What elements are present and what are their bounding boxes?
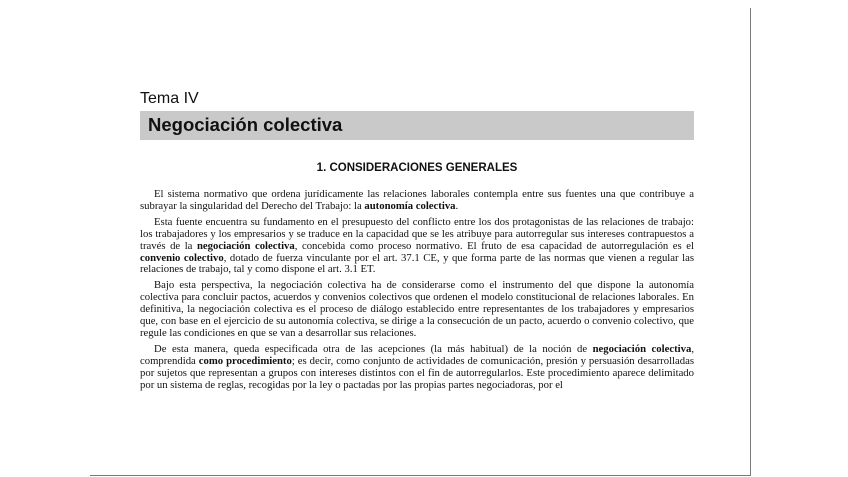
paragraph-1-text-1: El sistema normativo que ordena jurídicamente las relaciones laborales contempla entre sus fuentes una que contribuye a subrayar la singularidad del Derecho del Trabajo: la bbox=[140, 188, 694, 212]
paragraph-4-text-1: De esta manera, queda especificada otra de las acepciones (la más habitual) de la noción de bbox=[154, 342, 593, 355]
body-text bbox=[140, 189, 694, 392]
chapter-title: Negociación colectiva bbox=[148, 114, 343, 135]
section-heading: 1. CONSIDERACIONES GENERALES bbox=[316, 162, 518, 174]
paragraph-4 bbox=[140, 344, 694, 392]
paragraph-4-text-3: ; es decir, como conjunto de actividades de comunicación, presión y persuasión desarrolladas por sujetos que representan a grupos con intereses distintos con el fin de autorregularlos. Este procedimiento aparece delimitado por un sistema de reglas, recogidas por la ley o pactadas por las propias partes negociadoras, por el bbox=[140, 354, 694, 391]
paragraph-2-bold-1: negociación colectiva bbox=[196, 239, 295, 252]
paragraph-4-bold-2: como procedimiento bbox=[198, 354, 292, 367]
paragraph-1-bold-1: autonomía colectiva bbox=[364, 199, 456, 212]
page-border-right bbox=[750, 8, 751, 476]
paragraph-2-bold-2: convenio colectivo bbox=[140, 251, 224, 264]
chapter-title-bar bbox=[140, 111, 694, 140]
paragraph-2-text-2: , concebida como proceso normativo. El fruto de esa capacidad de autorregulación es el bbox=[294, 239, 694, 252]
chapter-label: Tema IV bbox=[140, 90, 199, 107]
paragraph-4-text-2: , comprendida bbox=[140, 342, 694, 367]
paragraph-1 bbox=[140, 189, 694, 213]
paragraph-2-text-1: Esta fuente encuentra su fundamento en el presupuesto del conflicto entre los dos protagonistas de las relaciones de trabajo: los trabajadores y los empresarios y se traduce en la capacidad que se les atribuye para autorregular sus intereses contrapuestos a través de la bbox=[140, 215, 694, 252]
paragraph-3-text-1: Bajo esta perspectiva, la negociación colectiva ha de considerarse como el instrumento del que dispone la autonomía colectiva para concluir pactos, acuerdos y convenios colectivos que ordenen el modelo constitucional de relaciones laborales. En definitiva, la negociación colectiva es el proceso de diálogo establecido entre representantes de los trabajadores y empresarios que, con base en el ejercicio de su autonomía colectiva, se dirige a la consecución de un pacto, acuerdo o convenio colectivo, que regule las condiciones en que se van a desarrollar sus relaciones. bbox=[140, 279, 694, 339]
paragraph-2-text-3: , dotado de fuerza vinculante por el art. 37.1 CE, y que forma parte de las normas que vienen a regular las relaciones de trabajo, tal y como dispone el art. 3.1 ET. bbox=[140, 251, 694, 276]
page-border-bottom bbox=[90, 475, 751, 476]
paragraph-2 bbox=[140, 217, 694, 277]
paragraph-1-text-2: . bbox=[455, 199, 459, 212]
paragraph-3 bbox=[140, 280, 694, 340]
paragraph-4-bold-1: negociación colectiva bbox=[592, 342, 692, 355]
